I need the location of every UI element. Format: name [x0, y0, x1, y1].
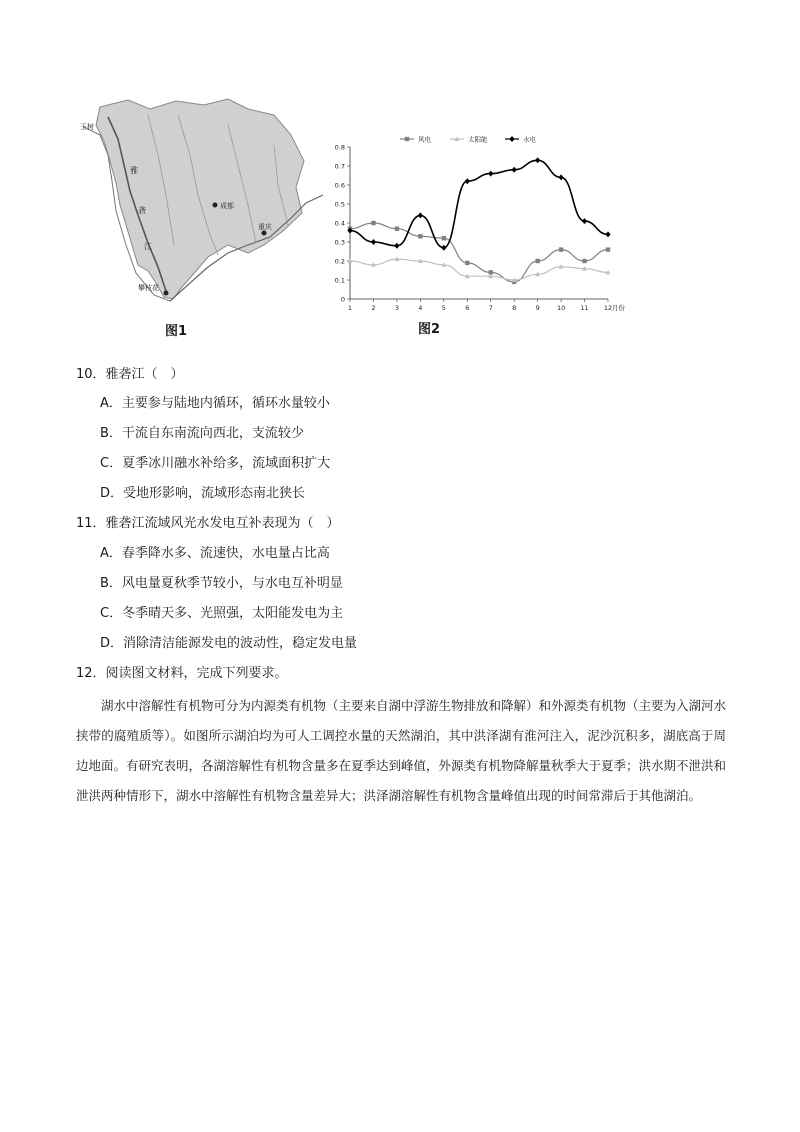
y-tick-label: 0.2 — [334, 257, 345, 266]
basin-shape — [96, 99, 304, 299]
legend-label: 风电 — [418, 135, 431, 144]
legend-marker — [509, 136, 514, 142]
series-3-point — [535, 157, 540, 163]
panzhihua-marker — [164, 291, 169, 296]
series-1-point — [418, 234, 422, 238]
question-10-option-d: D．受地形影响，流域形态南北狭长 — [100, 486, 306, 501]
question-11-option-a: A．春季降水多、流速快，水电量占比高 — [100, 546, 330, 561]
y-tick-label: 0.7 — [334, 162, 345, 171]
series-3-point — [465, 178, 470, 184]
question-10-option-a: A．主要参与陆地内循环，循环水量较小 — [100, 396, 330, 411]
x-tick-label: 4 — [418, 304, 423, 312]
series-1-point — [371, 221, 375, 225]
label-chongqing: 重庆 — [258, 223, 272, 231]
question-12-stem: 12．阅读图文材料，完成下列要求。 — [76, 666, 288, 681]
series-3-point — [558, 174, 563, 180]
label-river-1: 雅 — [130, 166, 138, 175]
series-line-3 — [350, 160, 608, 247]
series-3-point — [605, 231, 610, 237]
x-tick-label: 5 — [441, 304, 446, 312]
label-chengdu: 成都 — [220, 202, 234, 210]
question-11-option-d: D．消除清洁能源发电的波动性，稳定发电量 — [100, 636, 358, 651]
series-3-point — [512, 167, 517, 173]
label-river-3: 江 — [144, 242, 152, 251]
series-line-2 — [350, 259, 608, 280]
chengdu-marker — [213, 203, 218, 208]
question-11-stem: 11．雅砻江流域风光水发电互补表现为（ ） — [76, 516, 340, 531]
x-tick-label: 6 — [465, 304, 470, 312]
chongqing-marker — [262, 231, 267, 236]
legend-label: 太阳能 — [468, 135, 488, 144]
legend-label: 水电 — [523, 135, 536, 144]
x-tick-label: 8 — [512, 304, 517, 312]
series-1-point — [465, 261, 469, 265]
series-line-1 — [350, 223, 608, 282]
figure-area — [0, 0, 800, 345]
question-10-option-c: C．夏季冰川融水补给多，流域面积扩大 — [100, 456, 331, 471]
figure1-caption: 图1 — [165, 324, 188, 339]
power-line-chart — [330, 135, 630, 315]
series-3-point — [371, 239, 376, 245]
series-1-point — [535, 259, 539, 263]
question-12-passage: 湖水中溶解性有机物可分为内源类有机物（主要来自湖中浮游生物排放和降解）和外源类有机物（主要为入湖河水挟带的腐殖质等）。如图所示湖泊均为可人工调控水量的天然湖泊，其中洪泽湖有淮河注入，泥沙沉积多，湖底高于周边地面。有研究表明，各湖溶解性有机物含量多在夏季达到峰值，外源类有机物降解量秋季大于夏季；洪水期不泄洪和泄洪两种情形下，湖水中溶解性有机物含量差异大；洪泽湖溶解性有机物含量峰值出现的时间常滞后于其他湖泊。 — [76, 698, 727, 803]
series-1-point — [442, 236, 446, 240]
question-10-option-b: B．干流自东南流向西北，支流较少 — [100, 426, 304, 441]
series-3-point — [582, 218, 587, 224]
series-1-point — [606, 247, 610, 251]
series-1-point — [395, 227, 399, 231]
y-tick-label: 0.4 — [334, 219, 345, 228]
series-3-point — [418, 212, 423, 218]
x-tick-label: 11 — [580, 304, 589, 312]
question-11-option-c: C．冬季晴天多、光照强，太阳能发电为主 — [100, 606, 344, 621]
question-11-option-b: B．风电量夏秋季节较小，与水电互补明显 — [100, 576, 343, 591]
series-3-point — [394, 243, 399, 249]
y-tick-label: 0.6 — [334, 181, 345, 190]
legend-marker — [405, 137, 409, 141]
label-panzhihua: 攀枝花 — [138, 284, 159, 292]
question-10-stem: 10．雅砻江（ ） — [76, 367, 184, 382]
y-tick-label: 0.5 — [334, 200, 345, 209]
x-tick-label: 1 — [347, 304, 353, 312]
label-yushu: 玉树 — [80, 123, 94, 131]
y-tick-label: 0.8 — [334, 143, 345, 152]
series-3-point — [488, 171, 493, 177]
y-tick-label: 0.1 — [334, 276, 345, 285]
y-tick-label: 0.3 — [334, 238, 345, 247]
x-tick-label: 9 — [535, 304, 540, 312]
x-tick-label: 3 — [394, 304, 399, 312]
basin-map — [78, 95, 323, 310]
series-3-point — [441, 245, 446, 251]
y-tick-label: 0 — [340, 295, 345, 304]
x-tick-label: 7 — [488, 304, 493, 312]
label-river-2: 砻 — [138, 206, 146, 215]
series-1-point — [582, 259, 586, 263]
x-unit-label: 月份 — [612, 304, 625, 312]
x-tick-label: 10 — [556, 304, 566, 312]
series-1-point — [559, 247, 563, 251]
x-tick-label: 2 — [371, 304, 376, 312]
figure2-caption: 图2 — [418, 322, 441, 337]
x-tick-label: 12 — [603, 304, 613, 312]
